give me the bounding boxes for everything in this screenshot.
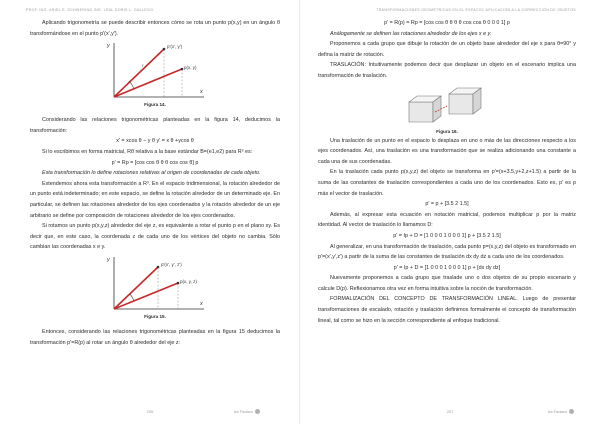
- point-p: [181, 68, 184, 71]
- paragraph: Esta transformación lo define rotaciones relativas al origen de coordenadas de cada objeto.: [42, 170, 261, 177]
- axis-label-y: y: [107, 43, 110, 50]
- radius-p-prime: [114, 49, 164, 97]
- paragraph: Una traslación de un punto en el espacio lo desplaza en uno o más de las direcciones respecto a los ejes coordenados. Así, una traslación es una transformación que se realiza adicionando una constante a cada una de sus coordenadas.: [318, 137, 576, 165]
- footer-text: Ira Fadaco: [233, 408, 253, 414]
- left-page-body: [30, 18, 280, 348]
- right-page: [300, 0, 600, 424]
- equation: x' = xcos θ − y θ y' = x θ +ycos θ: [116, 138, 194, 145]
- paragraph: Proponemos a cada grupo que dibuje la rotación de un objeto base alrededor del eje x para θ=90° y defina la matriz de rotación.: [318, 41, 576, 58]
- paragraph: Al generalizar, en una transformación de traslación, cada punto p=(x,y,z) del objeto es transformado en p'=(x',y',z') a partir de la suma de las constantes de traslación dx dy dz a cada uno de los coordenados.: [318, 243, 576, 261]
- footer-logo-icon: [569, 409, 574, 414]
- page-number: 207: [446, 409, 454, 414]
- paragraph: Además, al expresar esta ecuación en notación matricial, podemos multiplicar p por la matriz identidad. Al vector de traslación lo llamamos D:: [318, 211, 576, 229]
- radius-p: [114, 69, 182, 97]
- paragraph: Si lo escribimos en forma matricial, Rθ relativa a la base estándar B=(e1,e2) para R² es:: [42, 148, 253, 155]
- paragraph: Aplicando trigonometría se puede describir entonces cómo se rota un punto p(x,y) en un ángulo θ transformándose en el punto p'(x',y').: [30, 20, 280, 37]
- running-header: TRANSFORMACIONES GEOMÉTRICAS EN EL ESPACIO: APLICACIÓN A LA CORRECCIÓN DE OBJETOS: [376, 8, 576, 12]
- paragraph: FORMALIZACIÓN DEL CONCEPTO DE TRANSFORMACIÓN LINEAL. Luego de presentar transformaciones de escalado, rotación y traslación definimos formalmente el concepto de transformación lineal, tal como se hizo en la sección correspondiente al enfoque tradicional.: [318, 296, 576, 324]
- page-footer: [234, 409, 260, 414]
- paragraph: Análogamente se definen las rotaciones alrededor de los ejes x e y.: [330, 30, 492, 37]
- figure-15-rotation-z-diagram: [100, 253, 210, 313]
- axis-label-y: y: [107, 256, 110, 263]
- point-label-p: p(x, y): [184, 65, 197, 71]
- cube-translated: [449, 88, 481, 114]
- angle-arc: [129, 81, 134, 89]
- cube-original: [409, 96, 441, 122]
- equation: p' = p + [3.5 2 1.5]: [425, 201, 469, 208]
- figure-caption: Figura 16.: [436, 128, 458, 134]
- paragraph: Entonces, considerando las relaciones trigonométricas planteadas en la figura 15 deducimos la transformación p'=R(p) al rotar un ángulo θ alrededor del eje z:: [30, 328, 280, 346]
- paragraph: Extendemos ahora esta transformación a R³. En el espacio tridimensional, la rotación alrededor de un punto está indeterminado; en este espacio, se define la rotación alrededor de un determinado eje. En particular, se definen las rotaciones alrededor de los ejes coordenados y la rotación alrededor de un eje arbitrario se define por composición de rotaciones alrededor de los ejes coordenados.: [30, 180, 280, 219]
- figure-16-translation-diagram: [387, 82, 507, 128]
- equation: p' = Ip + D = [1 0 0 0 1 0 0 0 1] p + [dx dy dz]: [393, 264, 501, 271]
- axis-label-x: x: [200, 89, 203, 96]
- equation: p' = Ip + D = [1 0 0 0 1 0 0 0 1] p + [3.5 2 1.5]: [393, 232, 501, 239]
- point-label-p: p(x, y, z): [180, 278, 197, 284]
- paragraph: Considerando las relaciones trigonométricas planteadas en la figura 14, deducimos la transformación:: [30, 117, 280, 134]
- footer-text: Ira Fadaco: [547, 408, 567, 414]
- radius-p-prime: [114, 267, 158, 309]
- point-p: [177, 282, 180, 285]
- axis-label-x: x: [200, 300, 203, 307]
- radius-p: [114, 283, 178, 309]
- radius-label: r: [142, 63, 144, 69]
- paragraph: Si rotamos un punto p(x,y,z) alrededor del eje z, es equivalente a rotar el punto p en el plano xy. Es decir que, en este caso, la coordenada z de cada uno de los vértices del objeto no cambia. Sólo cambian las coordenadas x e y.: [30, 223, 280, 251]
- paragraph: Nuevamente proponemos a cada grupo que traslade uno o dos objetos de su propio escenario y calcule D(p). Reflexionamos otra vez en forma intuitiva sobre la noción de transformación.: [318, 275, 576, 292]
- paragraph: En la traslación cada punto p(x,y,z) del objeto se transforma en p'=(x+3.5,y+2,z+1.5) a partir de la suma de las constantes de traslación correspondientes a cada uno de los coordenados. Esto es, p' es p más el vector de traslación.: [318, 169, 576, 197]
- figure-14-rotation-diagram: [100, 39, 210, 101]
- figure-caption: Figura 15.: [144, 313, 166, 319]
- point-label-p-prime: p'(x', y'): [167, 44, 183, 50]
- equation: p' = R(p) = Rp = [cos cos θ θ θ θ cos cos θ 0 0 0 1] p: [384, 20, 510, 26]
- figure-caption: Figura 14.: [144, 102, 166, 108]
- page-number: 206: [146, 409, 154, 414]
- point-p-prime: [163, 48, 166, 51]
- point-p-prime: [157, 266, 160, 269]
- footer-logo-icon: [255, 409, 260, 414]
- point-label-p-prime: p'(x', y', z'): [161, 261, 182, 267]
- right-page-body: [318, 18, 576, 326]
- equation: p' = Rp = [cos cos θ θ θ cos cos θ] p: [111, 159, 199, 166]
- paragraph: TRASLACIÓN: Intuitivamente podemos decir que desplazar un objeto en el escenario implica una transformación de traslación.: [318, 62, 576, 79]
- page-footer: [548, 409, 574, 414]
- running-header: PROF. ING. ARIEL E. SCHWERING ING. LEAL DORIS L. GALLEGO: [26, 8, 154, 12]
- angle-arc: [130, 294, 134, 301]
